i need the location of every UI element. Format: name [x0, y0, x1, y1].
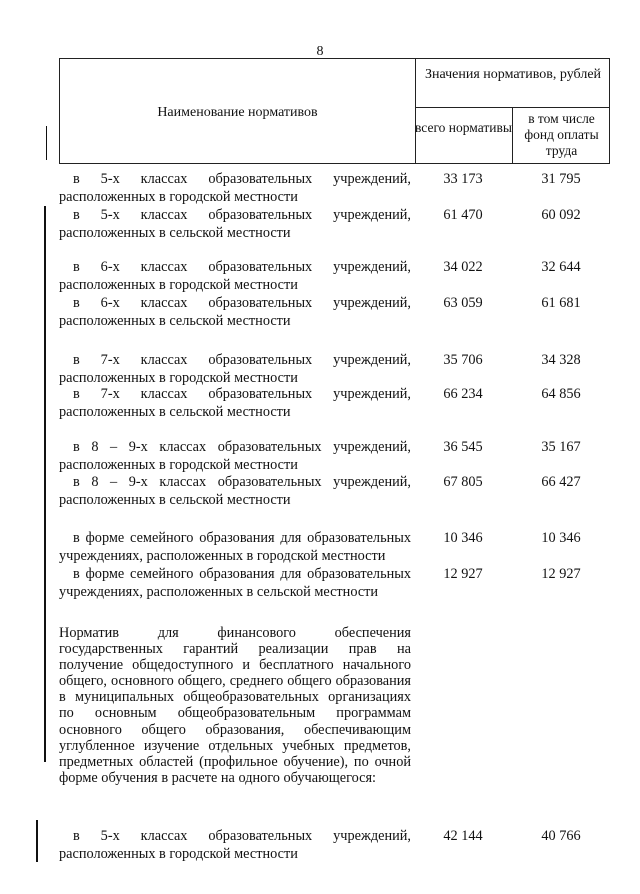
- row-total: 63 059: [443, 295, 483, 311]
- normative-description: Норматив для финансового обеспечения государственных гарантий реализации прав на получение общедоступного и бесплатного начального общего, основного общего, среднего общего образования в муниципальных общеобразовательных организациях по основным общеобразовательным программам основного общего образования, обеспечивающим углубленное изучение отдельных учебных предметов, предметных областей (профильное обучение), по очной форме обучения в расчете на одного обучающегося:: [59, 625, 411, 786]
- row-name: в 5-х классах образовательных учреждений, расположенных в городской местности: [59, 828, 411, 862]
- row-name: в 7-х классах образовательных учреждений, расположенных в сельской местности: [59, 386, 411, 420]
- row-name: в форме семейного образования для образовательных учреждениях, расположенных в сельской местности: [59, 566, 411, 600]
- row-wage: 60 092: [541, 207, 581, 223]
- row-name: в 8 – 9-х классах образовательных учреждений, расположенных в сельской местности: [59, 474, 411, 508]
- row-name: в 8 – 9-х классах образовательных учреждений, расположенных в городской местности: [59, 439, 411, 473]
- header-values-group: Значения нормативов, рублей: [424, 67, 602, 82]
- row-total: 36 545: [443, 439, 483, 455]
- page-number: 8: [316, 44, 324, 59]
- row-total: 12 927: [443, 566, 483, 582]
- row-wage: 10 346: [541, 530, 581, 546]
- row-wage: 40 766: [541, 828, 581, 844]
- row-wage: 35 167: [541, 439, 581, 455]
- row-wage: 31 795: [541, 171, 581, 187]
- header-name-column: Наименование нормативов: [157, 105, 318, 120]
- row-name: в 5-х классах образовательных учреждений, расположенных в сельской местности: [59, 207, 411, 241]
- row-name: в 6-х классах образовательных учреждений, расположенных в сельской местности: [59, 295, 411, 329]
- row-total: 66 234: [443, 386, 483, 402]
- scan-artifact: [46, 126, 47, 160]
- row-wage: 34 328: [541, 352, 581, 368]
- row-total: 35 706: [443, 352, 483, 368]
- margin-line: [44, 206, 46, 762]
- row-wage: 64 856: [541, 386, 581, 402]
- row-wage: 12 927: [541, 566, 581, 582]
- row-name: в 6-х классах образовательных учреждений, расположенных в городской местности: [59, 259, 411, 293]
- row-total: 34 022: [443, 259, 483, 275]
- row-name: в 7-х классах образовательных учреждений, расположенных в городской местности: [59, 352, 411, 386]
- row-total: 33 173: [443, 171, 483, 187]
- row-total: 10 346: [443, 530, 483, 546]
- table-header: [59, 58, 610, 164]
- header-total-column: всего нормативы: [415, 120, 512, 135]
- row-name: в форме семейного образования для образовательных учреждениях, расположенных в городской местности: [59, 530, 411, 564]
- row-wage: 66 427: [541, 474, 581, 490]
- row-name: в 5-х классах образовательных учреждений, расположенных в городской местности: [59, 171, 411, 205]
- header-divider: [415, 107, 609, 108]
- row-total: 42 144: [443, 828, 483, 844]
- row-wage: 32 644: [541, 259, 581, 275]
- row-wage: 61 681: [541, 295, 581, 311]
- row-total: 61 470: [443, 207, 483, 223]
- header-wage-column: в том числе фонд оплаты труда: [524, 111, 599, 159]
- row-total: 67 805: [443, 474, 483, 490]
- margin-line: [36, 820, 38, 862]
